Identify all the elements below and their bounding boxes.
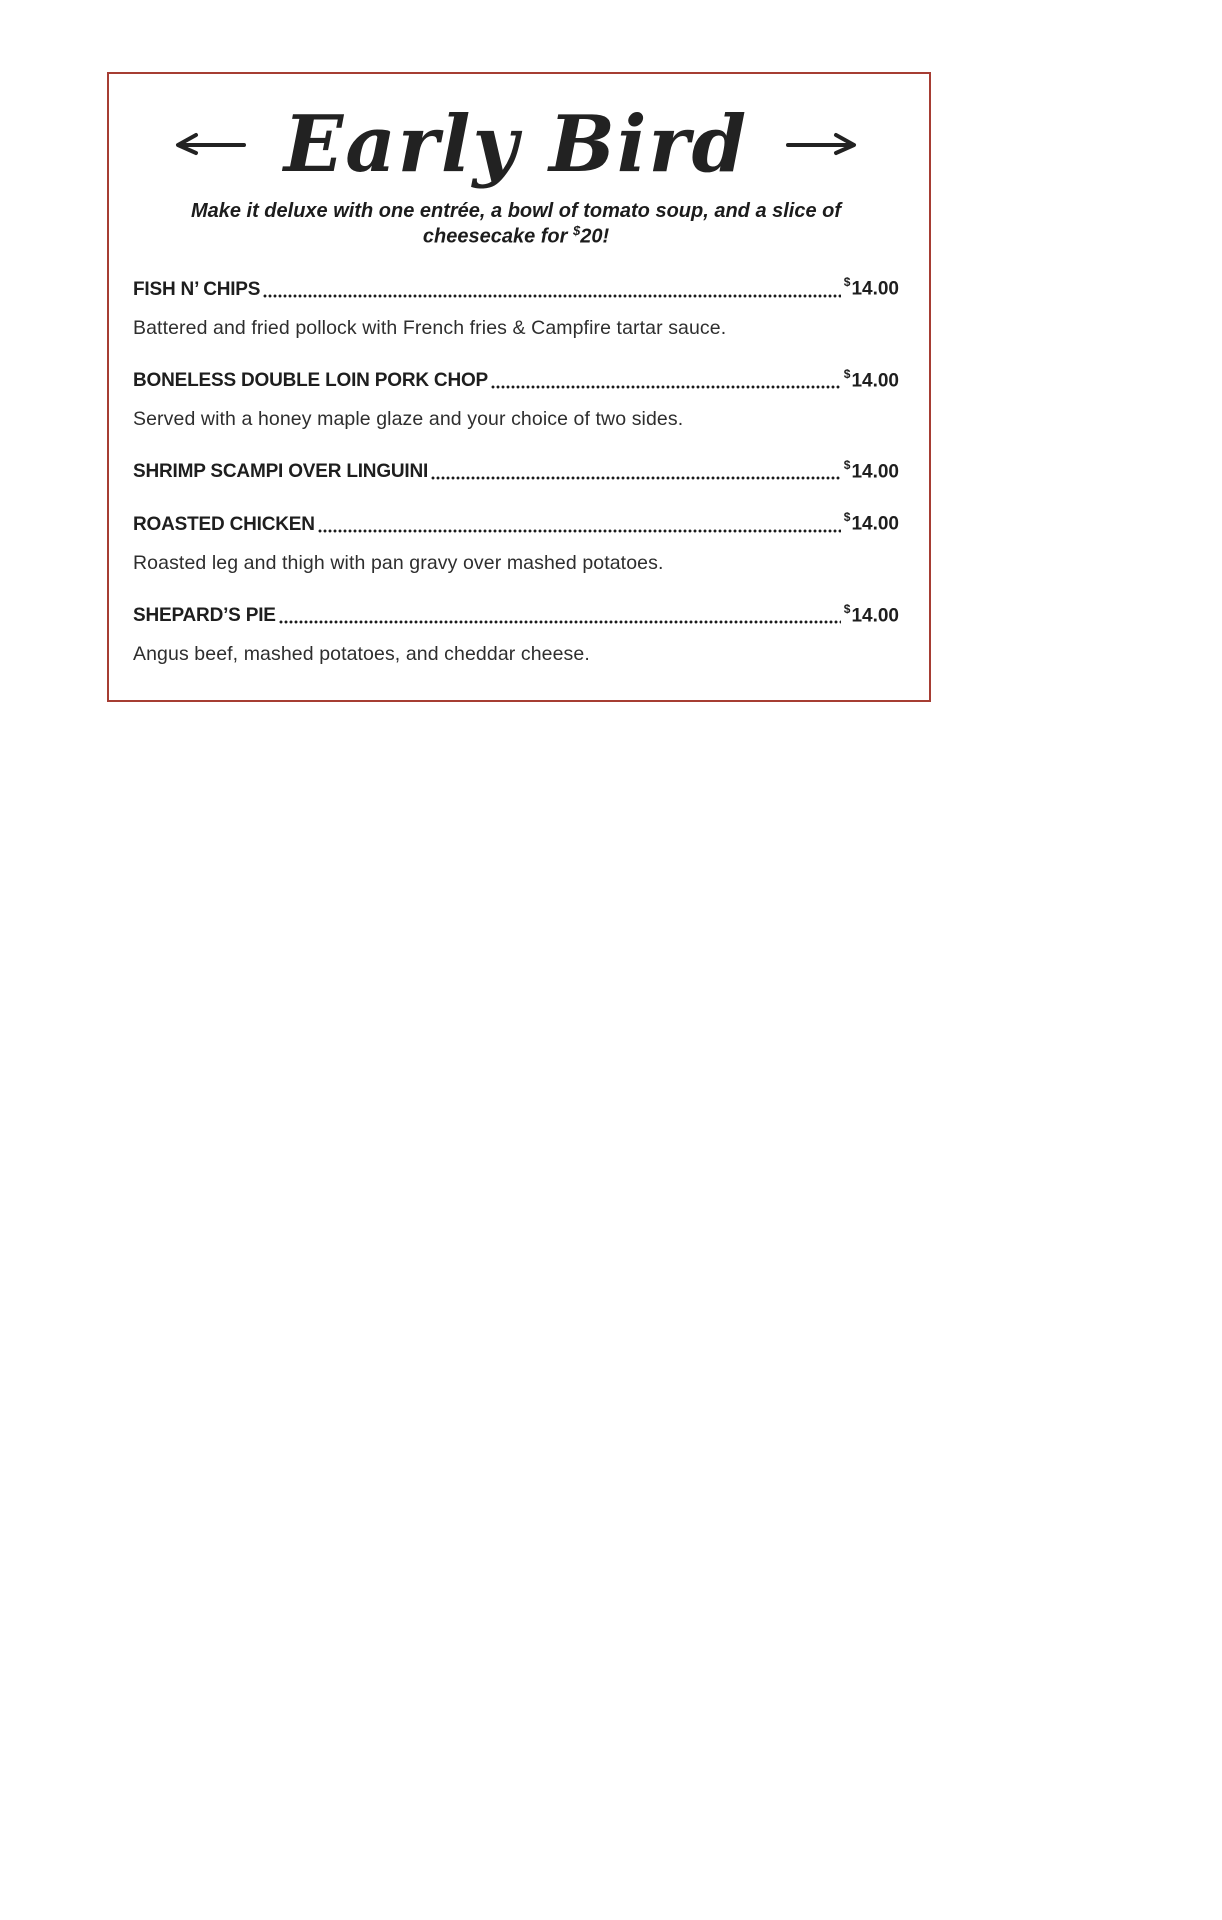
currency-symbol: $ [843,510,851,525]
menu-item-name: BONELESS DOUBLE LOIN PORK CHOP [133,370,489,391]
menu-item [133,511,899,574]
menu-item-row [133,368,899,392]
menu-item [133,368,899,431]
currency-symbol: $ [843,366,851,381]
menu-item [133,459,899,483]
menu-item-description: Angus beef, mashed potatoes, and cheddar cheese. [133,642,590,665]
currency-symbol: $ [843,275,851,290]
price-value: 14.00 [851,370,899,391]
left-arrow-icon [170,130,250,160]
menu-item [133,603,899,666]
subtitle-amount: 20! [580,225,610,248]
subtitle-text: Make it deluxe with one entrée, a bowl of tomato soup, and a slice of cheesecake for [190,199,842,248]
subtitle-currency-symbol: $ [572,222,581,238]
menu-item-description: Battered and fried pollock with French fries & Campfire tartar sauce. [133,316,727,339]
menu-item-name: SHRIMP SCAMPI OVER LINGUINI [133,461,429,483]
menu-item-row [133,511,899,535]
menu-title-row [133,100,899,190]
price-value: 14.00 [851,461,899,483]
menu-item-price [844,511,899,535]
menu-item-price [844,603,899,627]
menu-item-name: FISH N’ CHIPS [133,278,261,300]
menu-item-description: Roasted leg and thigh with pan gravy over mashed potatoes. [133,551,664,574]
currency-symbol: $ [843,601,851,616]
price-value: 14.00 [851,513,899,535]
right-arrow-icon [782,130,862,160]
menu-items-list [133,276,899,666]
menu-item-name: ROASTED CHICKEN [133,513,315,535]
menu-item [133,276,899,339]
menu-title: Early Bird [283,99,749,190]
price-value: 14.00 [851,278,899,300]
menu-subtitle [133,200,899,249]
menu-item-price [844,276,899,300]
menu-item-price [844,368,899,392]
price-value: 14.00 [851,604,899,626]
menu-item-row [133,603,899,627]
menu-item-price [844,459,899,483]
menu-item-row [133,459,899,483]
menu-item-description: Served with a honey maple glaze and your choice of two sides. [133,408,684,430]
currency-symbol: $ [843,458,851,472]
early-bird-menu-box [107,72,931,702]
menu-item-name: SHEPARD’S PIE [133,604,276,626]
menu-item-row [133,276,899,300]
